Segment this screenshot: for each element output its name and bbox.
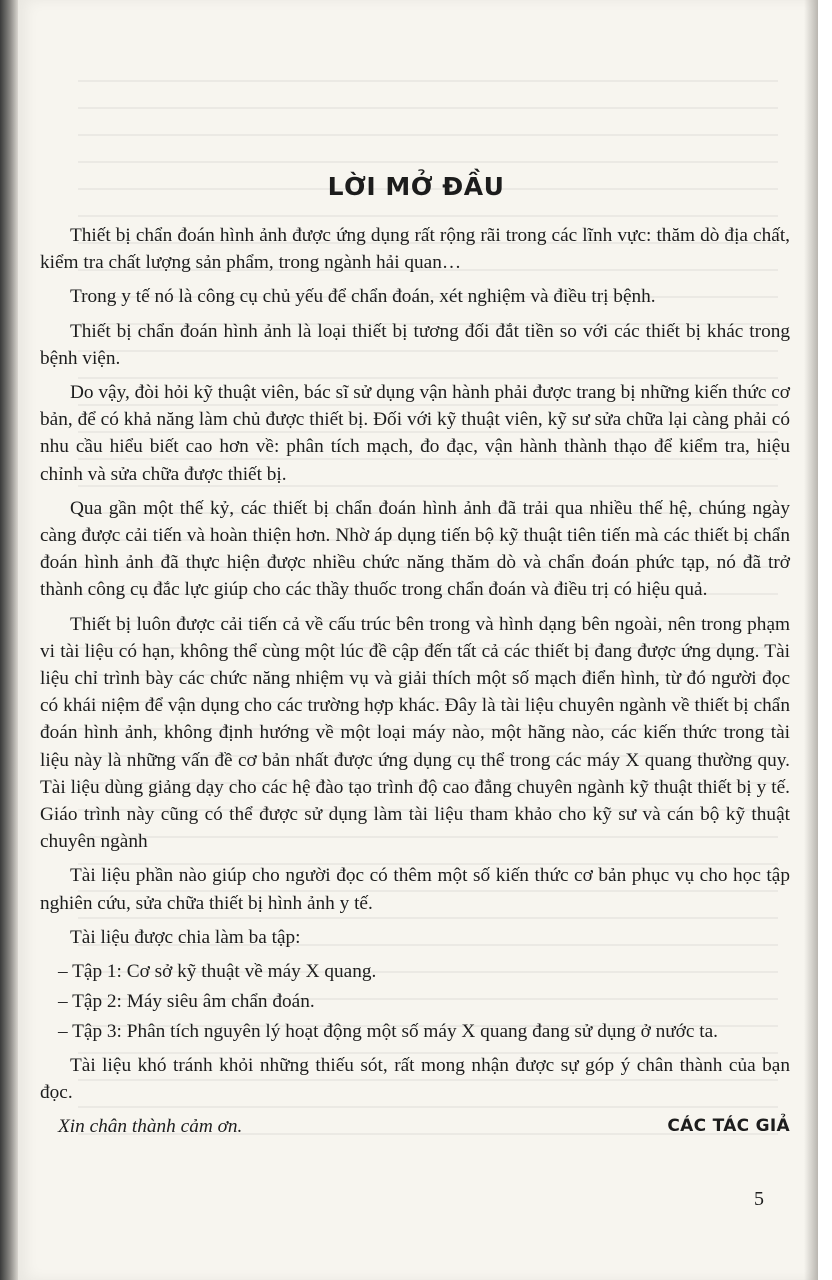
paragraph-6: Thiết bị luôn được cải tiến cả về cấu trúc bên trong và hình dạng bên ngoài, nên trong phạm vi tài liệu có hạn, không thể cùng một lúc đề cập đến tất cả các thiết bị đang được ứng dụng. Tài liệu chỉ trình bày các chức năng nhiệm vụ và giải thích một số mạch điển hình, từ đó người đọc có khái niệm để vận dụng cho các trường hợp khác. Đây là tài liệu chuyên ngành về thiết bị chẩn đoán hình ảnh, không định hướng về một loại máy nào, một hãng nào, các kiến thức trong tài liệu này là những vấn đề cơ bản nhất được ứng dụng cụ thể trong các máy X quang thường quy. Tài liệu dùng giảng dạy cho các hệ đào tạo trình độ cao đẳng chuyên ngành kỹ thuật thiết bị y tế. Giáo trình này cũng có thể được sử dụng làm tài liệu tham khảo cho kỹ sư và cán bộ kỹ thuật chuyên ngành xyxy=(40,613,790,853)
preface-body xyxy=(40,222,790,1143)
page-title: LỜI MỞ ĐẦU xyxy=(327,172,505,201)
paragraph-3: Thiết bị chẩn đoán hình ảnh là loại thiết bị tương đối đắt tiền so với các thiết bị khác trong bệnh viện. xyxy=(40,320,790,369)
volume-item-3: – Tập 3: Phân tích nguyên lý hoạt động một số máy X quang đang sử dụng ở nước ta. xyxy=(58,1021,718,1043)
page-number: 5 xyxy=(754,1188,764,1210)
paragraph-1: Thiết bị chẩn đoán hình ảnh được ứng dụng rất rộng rãi trong các lĩnh vực: thăm dò địa chất, kiểm tra chất lượng sản phẩm, trong ngành hải quan… xyxy=(40,225,790,274)
paragraph-2: Trong y tế nó là công cụ chủ yếu để chẩn đoán, xét nghiệm và điều trị bệnh. xyxy=(70,286,656,308)
paragraph-4: Do vậy, đòi hỏi kỹ thuật viên, bác sĩ sử dụng vận hành phải được trang bị những kiến thức cơ bản, để có khả năng làm chủ được thiết bị. Đối với kỹ thuật viên, kỹ sư sửa chữa lại càng phải có nhu cầu hiểu biết cao hơn về: phân tích mạch, đo đạc, vận hành thành thạo để kiểm tra, hiệu chỉnh và sửa chữa được thiết bị. xyxy=(40,382,790,485)
paragraph-final: Tài liệu khó tránh khỏi những thiếu sót, rất mong nhận được sự góp ý chân thành của bạn đọc. xyxy=(40,1054,790,1103)
closing-row xyxy=(40,1113,790,1143)
volume-item-2: – Tập 2: Máy siêu âm chẩn đoán. xyxy=(58,991,315,1013)
paragraph-7: Tài liệu phần nào giúp cho người đọc có thêm một số kiến thức cơ bản phục vụ cho học tập nghiên cứu, sửa chữa thiết bị hình ảnh y tế. xyxy=(40,865,790,914)
author-signature: CÁC TÁC GIẢ xyxy=(667,1116,790,1137)
paragraph-5: Qua gần một thế kỷ, các thiết bị chẩn đoán hình ảnh đã trải qua nhiều thế hệ, chúng ngày càng được cải tiến và hoàn thiện hơn. Nhờ áp dụng tiến bộ kỹ thuật tiên tiến mà các thiết bị chẩn đoán hình ảnh đã thực hiện được nhiều chức năng thăm dò và chẩn đoán phức tạp, nó đã trở thành công cụ đắc lực giúp cho các thầy thuốc trong chẩn đoán và điều trị có hiệu quả. xyxy=(40,497,790,601)
volume-list xyxy=(40,958,790,1046)
paragraph-8: Tài liệu được chia làm ba tập: xyxy=(70,926,301,948)
volume-item-1: – Tập 1: Cơ sở kỹ thuật về máy X quang. xyxy=(58,961,377,983)
closing-line: Xin chân thành cảm ơn. xyxy=(58,1116,243,1138)
